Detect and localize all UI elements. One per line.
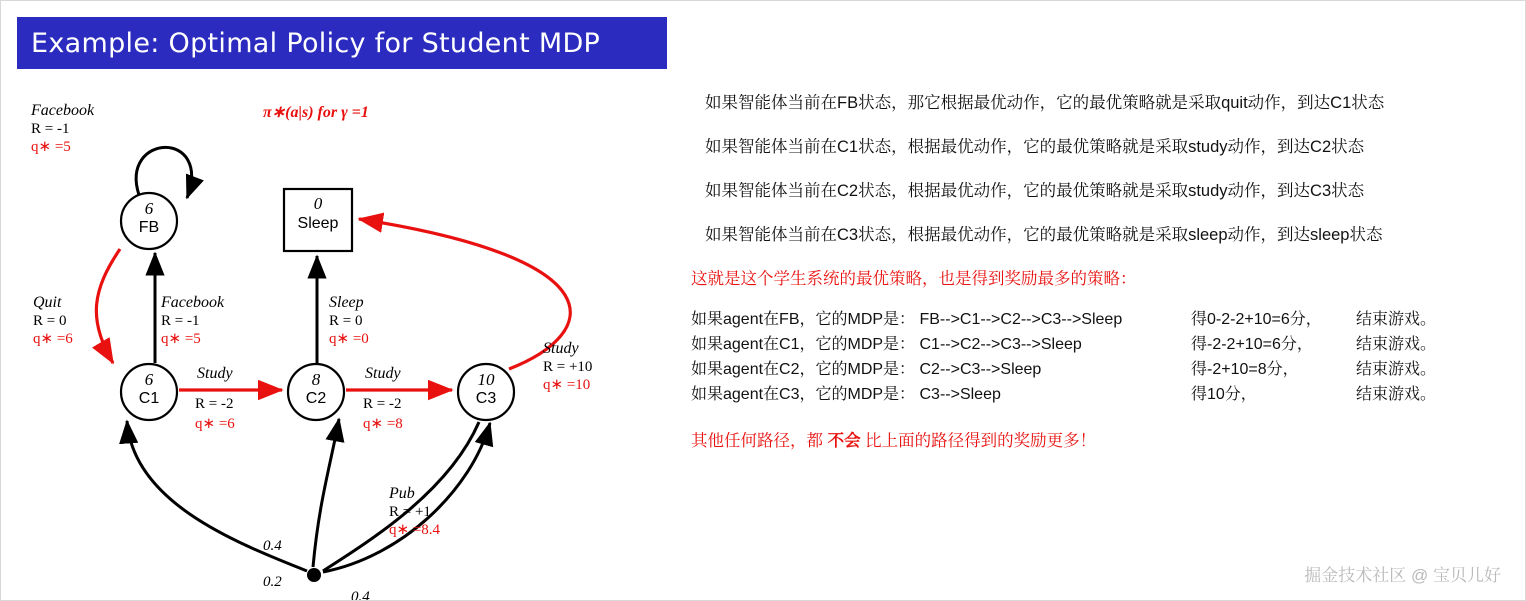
node-sleep-label: Sleep xyxy=(297,215,339,232)
edge-label-facebook-top-reward: R = -1 xyxy=(31,121,70,138)
edge-facebook-selfloop xyxy=(136,147,191,198)
edge-label-study-c2c3-reward: R = -2 xyxy=(363,396,402,412)
node-fb-value: 6 xyxy=(144,199,154,218)
edge-label-study-c2c3-q: q∗ =8 xyxy=(363,416,403,432)
edge-label-quit-action: Quit xyxy=(33,294,62,311)
prob-label-0-4-left: 0.4 xyxy=(263,538,282,554)
edge-label-sleep-reward: R = 0 xyxy=(329,313,363,330)
edge-label-pub-reward: R = +1 xyxy=(389,504,431,521)
footnote xyxy=(691,427,1511,451)
edge-label-facebook-top xyxy=(31,101,94,156)
rule-line-1: 如果智能体当前在FB状态，那它根据最优动作，它的最优策略就是采取quit动作，到达C1状态 xyxy=(705,94,1385,112)
footnote-post: 比上面的路径得到的奖励更多！ xyxy=(860,432,1097,450)
edge-label-facebook-left-q: q∗ =5 xyxy=(161,331,201,348)
node-c1-label: C1 xyxy=(138,390,160,407)
edge-pub-c2 xyxy=(313,419,339,567)
path-end-1: 结束游戏。 xyxy=(1356,311,1437,328)
path-desc-3: 如果agent在C2，它的MDP是： C2-->C3-->Sleep xyxy=(691,361,1042,378)
path-desc-2: 如果agent在C1，它的MDP是： C1-->C2-->C3-->Sleep xyxy=(691,336,1082,353)
explanation-panel xyxy=(691,89,1511,451)
path-desc-4: 如果agent在C3，它的MDP是： C3-->Sleep xyxy=(691,386,1001,403)
edge-label-pub-q: q∗ =8.4 xyxy=(389,522,441,539)
edge-label-study-c3-action: Study xyxy=(543,340,579,357)
edge-label-study-c1c2-reward: R = -2 xyxy=(195,396,234,412)
path-score-3: 得-2+10=8分， xyxy=(1191,361,1299,378)
rule-line-3: 如果智能体当前在C2状态，根据最优动作，它的最优策略就是采取study动作，到达C3状态 xyxy=(705,182,1365,200)
edge-label-quit-q: q∗ =6 xyxy=(33,331,73,348)
edge-label-study-c3-reward: R = +10 xyxy=(543,359,593,376)
watermark: 掘金技术社区 @ 宝贝儿好 xyxy=(1304,566,1501,585)
edge-label-quit-reward: R = 0 xyxy=(33,313,67,330)
mdp-diagram xyxy=(1,71,681,601)
edge-label-study-c1c2-q: q∗ =6 xyxy=(195,416,235,432)
path-score-1: 得0-2-2+10=6分， xyxy=(1191,311,1322,328)
rule-line-2: 如果智能体当前在C1状态，根据最优动作，它的最优策略就是采取study动作，到达C2状态 xyxy=(705,138,1365,156)
table-row xyxy=(691,380,1496,405)
edge-label-pub-action: Pub xyxy=(389,485,415,502)
page-title: Example: Optimal Policy for Student MDP xyxy=(31,27,601,59)
node-c3-value: 10 xyxy=(477,370,495,389)
policy-gamma-label: π∗(a|s) for γ =1 xyxy=(263,104,369,121)
pub-chance-node xyxy=(307,568,321,582)
path-end-3: 结束游戏。 xyxy=(1356,361,1437,378)
edge-label-facebook-left xyxy=(161,293,224,348)
edge-label-sleep-action: Sleep xyxy=(329,294,364,311)
node-c3-label: C3 xyxy=(475,390,497,407)
table-row xyxy=(691,330,1496,355)
prob-label-0-4-right: 0.4 xyxy=(351,589,370,601)
node-c1-value: 6 xyxy=(144,370,154,389)
edge-label-facebook-top-action: Facebook xyxy=(31,102,95,119)
table-row xyxy=(691,305,1496,330)
edge-quit-red xyxy=(96,249,120,363)
edge-label-study-c3 xyxy=(543,339,592,394)
path-end-4: 结束游戏。 xyxy=(1356,386,1437,403)
edge-label-facebook-left-action: Facebook xyxy=(161,294,225,311)
footnote-pre: 其他任何路径，都 xyxy=(691,432,828,450)
node-fb-label: FB xyxy=(138,219,160,236)
path-score-4: 得10分， xyxy=(1191,386,1257,403)
edge-label-quit xyxy=(33,293,73,348)
edge-label-study-c3-q: q∗ =10 xyxy=(543,377,591,394)
footnote-emphasis: 不会 xyxy=(827,432,861,450)
edge-label-pub xyxy=(389,484,440,539)
edge-label-facebook-left-reward: R = -1 xyxy=(161,313,200,330)
table-row xyxy=(691,355,1496,380)
path-desc-1: 如果agent在FB，它的MDP是： FB-->C1-->C2-->C3-->Sleep xyxy=(691,311,1123,328)
node-c2-value: 8 xyxy=(311,370,321,389)
node-c2-label: C2 xyxy=(305,390,327,407)
edge-label-sleep xyxy=(329,293,369,348)
prob-label-0-2: 0.2 xyxy=(263,574,282,590)
slide-title-bar xyxy=(17,17,667,69)
optimal-path-table xyxy=(691,305,1496,405)
edge-label-study-c2c3-action: Study xyxy=(365,365,401,382)
edge-label-facebook-top-q: q∗ =5 xyxy=(31,139,71,156)
rule-line-4: 如果智能体当前在C3状态，根据最优动作，它的最优策略就是采取sleep动作，到达sleep状态 xyxy=(705,226,1383,244)
edge-label-study-c1c2-action: Study xyxy=(197,365,233,382)
edge-label-sleep-q: q∗ =0 xyxy=(329,331,369,348)
edge-study-c3-sleep xyxy=(359,219,570,369)
path-end-2: 结束游戏。 xyxy=(1356,336,1437,353)
path-score-2: 得-2-2+10=6分， xyxy=(1191,336,1313,353)
node-sleep-value: 0 xyxy=(313,194,323,213)
summary-heading: 这就是这个学生系统的最优策略，也是得到奖励最多的策略： xyxy=(691,270,1137,288)
